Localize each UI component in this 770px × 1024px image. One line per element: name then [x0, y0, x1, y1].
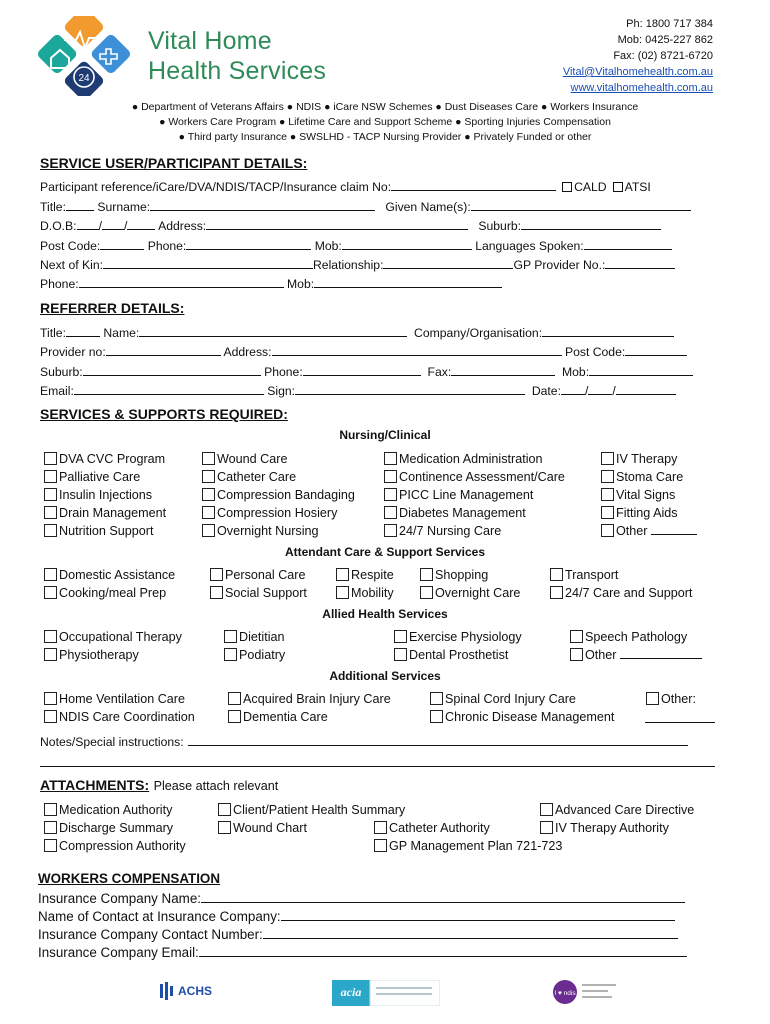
attendant-heading: Attendant Care & Support Services [284, 545, 486, 559]
ref-mob-field[interactable] [589, 363, 693, 376]
ref-fax-label: Fax: [427, 365, 452, 379]
checkbox[interactable] [202, 470, 215, 483]
checkbox-label: Mobility [351, 586, 394, 600]
checkbox[interactable] [44, 586, 57, 599]
checkbox[interactable] [44, 710, 57, 723]
checkbox-label: Speech Pathology [585, 630, 688, 644]
company-logo [38, 16, 130, 96]
nursing-option-other[interactable] [601, 522, 697, 540]
surname-label: Surname: [97, 200, 151, 214]
allied-option-physiotherapy[interactable] [44, 646, 139, 664]
checkbox[interactable] [384, 452, 397, 465]
ref-name-label: Name: [103, 326, 140, 340]
nursing-option-dva-cvc-program[interactable] [44, 450, 165, 468]
checkbox-label: Overnight Nursing [217, 524, 319, 538]
nursing-option-palliative-care[interactable] [44, 468, 140, 486]
nursing-option-picc-line-management[interactable] [384, 486, 533, 504]
checkbox-label: Cooking/meal Prep [59, 586, 167, 600]
atsi-label: ATSI [624, 180, 651, 194]
nursing-option-nutrition-support[interactable] [44, 522, 154, 540]
ndis-logo [552, 978, 622, 1006]
workers-comp-heading: WORKERS COMPENSATION [38, 871, 221, 886]
allied-option-speech-pathology[interactable] [570, 628, 687, 646]
checkbox-label: Wound Care [217, 452, 288, 466]
checkbox[interactable] [44, 630, 57, 643]
checkbox[interactable] [44, 568, 57, 581]
checkbox-label: Stoma Care [616, 470, 684, 484]
wc-number-label: Insurance Company Contact Number: [38, 927, 263, 942]
nursing-option-continence-assessment-care[interactable] [384, 468, 565, 486]
checkbox[interactable] [44, 470, 57, 483]
attendant-option-transport[interactable] [550, 566, 618, 584]
nursing-option-compression-bandaging[interactable] [202, 486, 355, 504]
checkbox[interactable] [430, 692, 443, 705]
phone2-label: Phone: [40, 277, 79, 291]
allied-option-dental-prosthetist[interactable] [394, 646, 508, 664]
attachments-option-wound-chart[interactable] [218, 819, 307, 837]
notes-label: Notes/Special instructions: [40, 735, 184, 749]
participant-ref-field[interactable] [391, 178, 556, 191]
nursing-option-medication-administration[interactable] [384, 450, 543, 468]
checkbox-label: Other [616, 524, 648, 538]
checkbox[interactable] [374, 821, 387, 834]
allied-option-podiatry[interactable] [224, 646, 285, 664]
checkbox-label: Dietitian [239, 630, 285, 644]
attachments-option-gp-management-plan-721-723[interactable] [374, 837, 562, 855]
wc-company-field[interactable] [201, 889, 685, 903]
languages-field[interactable] [584, 237, 672, 250]
phone-row-2 [40, 275, 717, 294]
company-name-line1: Vital Home [148, 27, 272, 55]
attachments-option-compression-authority[interactable] [44, 837, 186, 855]
checkbox-label: NDIS Care Coordination [59, 710, 195, 724]
checkbox[interactable] [202, 452, 215, 465]
checkbox-label: Vital Signs [616, 488, 676, 502]
notes-field-line2[interactable] [40, 766, 715, 767]
allied-option-other[interactable] [570, 646, 702, 664]
checkbox[interactable] [384, 488, 397, 501]
checkbox-label: Physiotherapy [59, 648, 139, 662]
checkbox-label: GP Management Plan 721-723 [389, 839, 563, 853]
ref-phone-label: Phone: [264, 365, 303, 379]
allied-option-dietitian[interactable] [224, 628, 285, 646]
funding-line: ● Department of Veterans Affairs ● NDIS ● iCare NSW Schemes ● Dust Diseases Care ● Workers Insurance [131, 101, 639, 113]
checkbox-label: Insulin Injections [59, 488, 153, 502]
checkbox-label: Medication Administration [399, 452, 543, 466]
checkbox-label: 24/7 Nursing Care [399, 524, 502, 538]
attachments-option-medication-authority[interactable] [44, 801, 172, 819]
ref-phone-field[interactable] [303, 363, 421, 376]
acia-logo [332, 980, 440, 1006]
funding-line: ● Workers Care Program ● Lifetime Care and Support Scheme ● Sporting Injuries Compensation [159, 116, 611, 128]
wc-company-label: Insurance Company Name: [38, 891, 201, 906]
ref-name-field[interactable] [139, 324, 407, 337]
checkbox-label: Domestic Assistance [59, 568, 176, 582]
checkbox-label: Podiatry [239, 648, 286, 662]
ref-fax-field[interactable] [451, 363, 555, 376]
atsi-checkbox[interactable] [613, 182, 623, 192]
checkbox-label: Occupational Therapy [59, 630, 182, 644]
checkbox[interactable] [44, 803, 57, 816]
checkbox-label: 24/7 Care and Support [565, 586, 693, 600]
checkbox[interactable] [44, 839, 57, 852]
checkbox-label: Drain Management [59, 506, 167, 520]
checkbox-label: Palliative Care [59, 470, 141, 484]
title-label: Title: [40, 200, 66, 214]
checkbox-label: Compression Bandaging [217, 488, 355, 502]
checkbox-label: Catheter Authority [389, 821, 490, 835]
wc-contact-field[interactable] [281, 907, 675, 921]
mob2-label: Mob: [287, 277, 315, 291]
wc-number-field[interactable] [263, 925, 678, 939]
next-of-kin-label: Next of Kin: [40, 258, 103, 272]
attachments-subheading: Please attach relevant [153, 779, 279, 793]
checkbox[interactable] [550, 568, 563, 581]
ref-postcode-label: Post Code: [564, 345, 626, 359]
ref-postcode-field[interactable] [625, 343, 687, 356]
attendant-option-social-support[interactable] [210, 584, 307, 602]
attachments-option-catheter-authority[interactable] [374, 819, 490, 837]
nursing-option-insulin-injections[interactable] [44, 486, 152, 504]
attachments-title [40, 777, 278, 795]
checkbox[interactable] [420, 586, 433, 599]
attachments-heading: ATTACHMENTS: [40, 777, 150, 793]
ref-address-label: Address: [223, 345, 272, 359]
allied-option-exercise-physiology[interactable] [394, 628, 522, 646]
ref-date-label: Date: [531, 384, 561, 398]
referrer-heading: REFERRER DETAILS: [40, 300, 185, 316]
ref-suburb-field[interactable] [83, 363, 261, 376]
wc-email-row [38, 943, 687, 962]
checkbox[interactable] [540, 821, 553, 834]
ref-provider-field[interactable] [106, 343, 221, 356]
additional-other-field[interactable] [645, 722, 715, 723]
ndis-text: I ♥ ndis [554, 990, 576, 997]
wc-email-field[interactable] [199, 943, 687, 957]
nursing-option-drain-management[interactable] [44, 504, 166, 522]
acia-text: acia [340, 985, 362, 999]
attachments-option-advanced-care-directive[interactable] [540, 801, 694, 819]
checkbox-label: Social Support [225, 586, 307, 600]
checkbox[interactable] [44, 692, 57, 705]
checkbox[interactable] [374, 839, 387, 852]
additional-option-other[interactable] [646, 690, 696, 708]
contact-block [563, 16, 713, 96]
checkbox-label: Catheter Care [217, 470, 297, 484]
ref-sign-label: Sign: [267, 384, 296, 398]
checkbox-label: Continence Assessment/Care [399, 470, 565, 484]
mob2-field[interactable] [314, 275, 502, 288]
company-name-line2: Health Services [148, 57, 327, 85]
additional-heading: Additional Services [329, 669, 441, 683]
checkbox-label: Overnight Care [435, 586, 521, 600]
allied-option-occupational-therapy[interactable] [44, 628, 182, 646]
checkbox[interactable] [44, 506, 57, 519]
relationship-field[interactable] [383, 256, 513, 269]
logo-number: 24 [78, 73, 90, 84]
other-field[interactable] [651, 522, 697, 535]
cald-label: CALD [574, 180, 607, 194]
given-names-field[interactable] [471, 198, 691, 211]
checkbox[interactable] [420, 568, 433, 581]
ref-suburb-label: Suburb: [40, 365, 83, 379]
funding-line: ● Third party Insurance ● SWSLHD - TACP Nursing Provider ● Privately Funded or other [178, 131, 592, 143]
website-link[interactable]: www.vitalhomehealth.com.au [570, 82, 713, 94]
checkbox-label: Spinal Cord Injury Care [445, 692, 576, 706]
checkbox[interactable] [44, 648, 57, 661]
additional-option-chronic-disease-management[interactable] [430, 708, 614, 726]
checkbox-label: Personal Care [225, 568, 306, 582]
dob-label: D.O.B: [40, 219, 77, 233]
notes-row [40, 733, 688, 749]
checkbox-label: Compression Hosiery [217, 506, 338, 520]
nursing-heading: Nursing/Clinical [339, 428, 431, 442]
checkbox-label: Medication Authority [59, 803, 173, 817]
checkbox[interactable] [218, 821, 231, 834]
additional-option-ndis-care-coordination[interactable] [44, 708, 195, 726]
attendant-option-cooking-meal-prep[interactable] [44, 584, 166, 602]
checkbox-label: Shopping [435, 568, 489, 582]
additional-option-acquired-brain-injury-care[interactable] [228, 690, 391, 708]
referrer-provider-row [40, 343, 717, 362]
nursing-option-vital-signs[interactable] [601, 486, 675, 504]
nursing-option-wound-care[interactable] [202, 450, 287, 468]
wc-email-label: Insurance Company Email: [38, 945, 199, 960]
postcode-field[interactable] [100, 237, 144, 250]
ref-provider-label: Provider no: [40, 345, 106, 359]
nursing-option-diabetes-management[interactable] [384, 504, 526, 522]
checkbox[interactable] [570, 630, 583, 643]
ref-title-label: Title: [40, 326, 66, 340]
checkbox[interactable] [384, 470, 397, 483]
checkbox[interactable] [384, 506, 397, 519]
phone-field[interactable] [186, 237, 311, 250]
address-label: Address: [158, 219, 207, 233]
dob-row: D.O.B: / / Address: Suburb: [40, 217, 717, 236]
ref-company-label: Company/Organisation: [414, 326, 543, 340]
attachments-option-client-patient-health-summary[interactable] [218, 801, 405, 819]
checkbox-label: Dental Prosthetist [409, 648, 509, 662]
checkbox[interactable] [570, 648, 583, 661]
surname-field[interactable] [150, 198, 375, 211]
checkbox-label: Fitting Aids [616, 506, 678, 520]
notes-field[interactable] [188, 733, 688, 746]
additional-option-dementia-care[interactable] [228, 708, 328, 726]
checkbox-label: Discharge Summary [59, 821, 174, 835]
postcode-row [40, 237, 717, 256]
checkbox-label: Diabetes Management [399, 506, 526, 520]
checkbox[interactable] [44, 524, 57, 537]
checkbox-label: Dementia Care [243, 710, 328, 724]
checkbox[interactable] [202, 488, 215, 501]
checkbox-label: Transport [565, 568, 619, 582]
gp-provider-field[interactable] [605, 256, 675, 269]
nursing-option-fitting-aids[interactable] [601, 504, 678, 522]
wc-number-row [38, 925, 678, 944]
checkbox[interactable] [384, 524, 397, 537]
checkbox[interactable] [224, 630, 237, 643]
additional-option-spinal-cord-injury-care[interactable] [430, 690, 576, 708]
checkbox[interactable] [601, 452, 614, 465]
checkbox-label: Nutrition Support [59, 524, 154, 538]
ref-date-day[interactable] [561, 382, 585, 395]
nursing-option-catheter-care[interactable] [202, 468, 296, 486]
contact-email-link[interactable]: Vital@Vitalhomehealth.com.au [562, 66, 713, 78]
checkbox-label: Client/Patient Health Summary [233, 803, 406, 817]
checkbox[interactable] [601, 470, 614, 483]
contact-phone: Ph: 1800 717 384 [626, 18, 713, 30]
checkbox[interactable] [550, 586, 563, 599]
checkbox-label: IV Therapy Authority [555, 821, 669, 835]
checkbox[interactable] [228, 710, 241, 723]
checkbox-label: Chronic Disease Management [445, 710, 615, 724]
contact-mobile: Mob: 0425-227 862 [617, 34, 713, 46]
checkbox[interactable] [218, 803, 231, 816]
checkbox[interactable] [210, 586, 223, 599]
next-of-kin-field[interactable] [103, 256, 313, 269]
checkbox[interactable] [394, 648, 407, 661]
phone-label: Phone: [147, 239, 187, 253]
checkbox[interactable] [336, 586, 349, 599]
nursing-option-overnight-nursing[interactable] [202, 522, 319, 540]
relationship-label: Relationship: [313, 258, 384, 272]
given-names-label: Given Name(s): [385, 200, 471, 214]
checkbox[interactable] [430, 710, 443, 723]
checkbox-label: Other [585, 648, 617, 662]
attachments-option-discharge-summary[interactable] [44, 819, 173, 837]
dob-day-field[interactable] [77, 217, 99, 230]
checkbox[interactable] [210, 568, 223, 581]
service-user-heading: SERVICE USER/PARTICIPANT DETAILS: [40, 155, 308, 171]
checkbox-label: Other: [661, 692, 696, 706]
referrer-email-row: Email: Sign: Date: / / [40, 382, 717, 401]
attendant-option-shopping[interactable] [420, 566, 488, 584]
ref-mob-label: Mob: [561, 365, 590, 379]
nursing-option-24-7-nursing-care[interactable] [384, 522, 501, 540]
wc-contact-row [38, 907, 675, 926]
checkbox[interactable] [601, 524, 614, 537]
title-field[interactable] [66, 198, 94, 211]
nursing-option-compression-hosiery[interactable] [202, 504, 337, 522]
wc-company-row [38, 889, 685, 908]
phone2-field[interactable] [79, 275, 284, 288]
attendant-option-overnight-care[interactable] [420, 584, 520, 602]
contact-fax: Fax: (02) 8721-6720 [613, 50, 713, 62]
checkbox-label: Wound Chart [233, 821, 307, 835]
checkbox[interactable] [646, 692, 659, 705]
attendant-option-24-7-care-and-support[interactable] [550, 584, 692, 602]
checkbox[interactable] [228, 692, 241, 705]
checkbox-label: Exercise Physiology [409, 630, 522, 644]
checkbox[interactable] [336, 568, 349, 581]
dob-month-field[interactable] [102, 217, 124, 230]
participant-ref-row [40, 178, 717, 197]
ref-date-year[interactable] [616, 382, 676, 395]
checkbox-label: Acquired Brain Injury Care [243, 692, 391, 706]
checkbox[interactable] [44, 488, 57, 501]
ref-sign-field[interactable] [295, 382, 525, 395]
address-field[interactable] [206, 217, 468, 230]
suburb-field[interactable] [521, 217, 661, 230]
attachments-option-iv-therapy-authority[interactable] [540, 819, 669, 837]
ref-email-field[interactable] [74, 382, 264, 395]
ref-title-field[interactable] [66, 324, 100, 337]
mob-field[interactable] [342, 237, 472, 250]
checkbox-label: Advanced Care Directive [555, 803, 695, 817]
checkbox[interactable] [44, 452, 57, 465]
achs-text: ACHS [178, 984, 213, 998]
name-row [40, 198, 717, 217]
checkbox[interactable] [394, 630, 407, 643]
additional-option-home-ventilation-care[interactable] [44, 690, 185, 708]
achs-logo [158, 980, 228, 1002]
other-field[interactable] [620, 646, 702, 659]
nursing-option-iv-therapy[interactable] [601, 450, 677, 468]
checkbox-label: Respite [351, 568, 394, 582]
checkbox-label: IV Therapy [616, 452, 678, 466]
gp-provider-label: GP Provider No.: [513, 258, 606, 272]
attendant-option-domestic-assistance[interactable] [44, 566, 175, 584]
checkbox[interactable] [202, 524, 215, 537]
cald-checkbox[interactable] [562, 182, 572, 192]
next-of-kin-row [40, 256, 717, 275]
wc-contact-label: Name of Contact at Insurance Company: [38, 909, 281, 924]
ref-email-label: Email: [40, 384, 74, 398]
nursing-option-stoma-care[interactable] [601, 468, 683, 486]
checkbox[interactable] [601, 488, 614, 501]
participant-ref-label: Participant reference/iCare/DVA/NDIS/TACP/Insurance claim No: [40, 180, 392, 194]
referrer-name-row [40, 324, 717, 343]
checkbox[interactable] [44, 821, 57, 834]
ref-company-field[interactable] [542, 324, 674, 337]
checkbox-label: Compression Authority [59, 839, 186, 853]
checkbox-label: PICC Line Management [399, 488, 534, 502]
checkbox[interactable] [202, 506, 215, 519]
postcode-label: Post Code: [40, 239, 101, 253]
ref-date-month[interactable] [588, 382, 612, 395]
checkbox-label: DVA CVC Program [59, 452, 166, 466]
checkbox[interactable] [224, 648, 237, 661]
dob-year-field[interactable] [127, 217, 155, 230]
attendant-option-mobility[interactable] [336, 584, 394, 602]
mob-label: Mob: [314, 239, 342, 253]
attendant-option-personal-care[interactable] [210, 566, 306, 584]
languages-label: Languages Spoken: [475, 239, 584, 253]
services-heading: SERVICES & SUPPORTS REQUIRED: [40, 406, 288, 422]
attendant-option-respite[interactable] [336, 566, 394, 584]
ref-address-field[interactable] [272, 343, 562, 356]
allied-heading: Allied Health Services [322, 607, 448, 621]
checkbox[interactable] [540, 803, 553, 816]
checkbox[interactable] [601, 506, 614, 519]
referrer-suburb-row [40, 363, 717, 382]
suburb-label: Suburb: [478, 219, 522, 233]
checkbox-label: Home Ventilation Care [59, 692, 186, 706]
